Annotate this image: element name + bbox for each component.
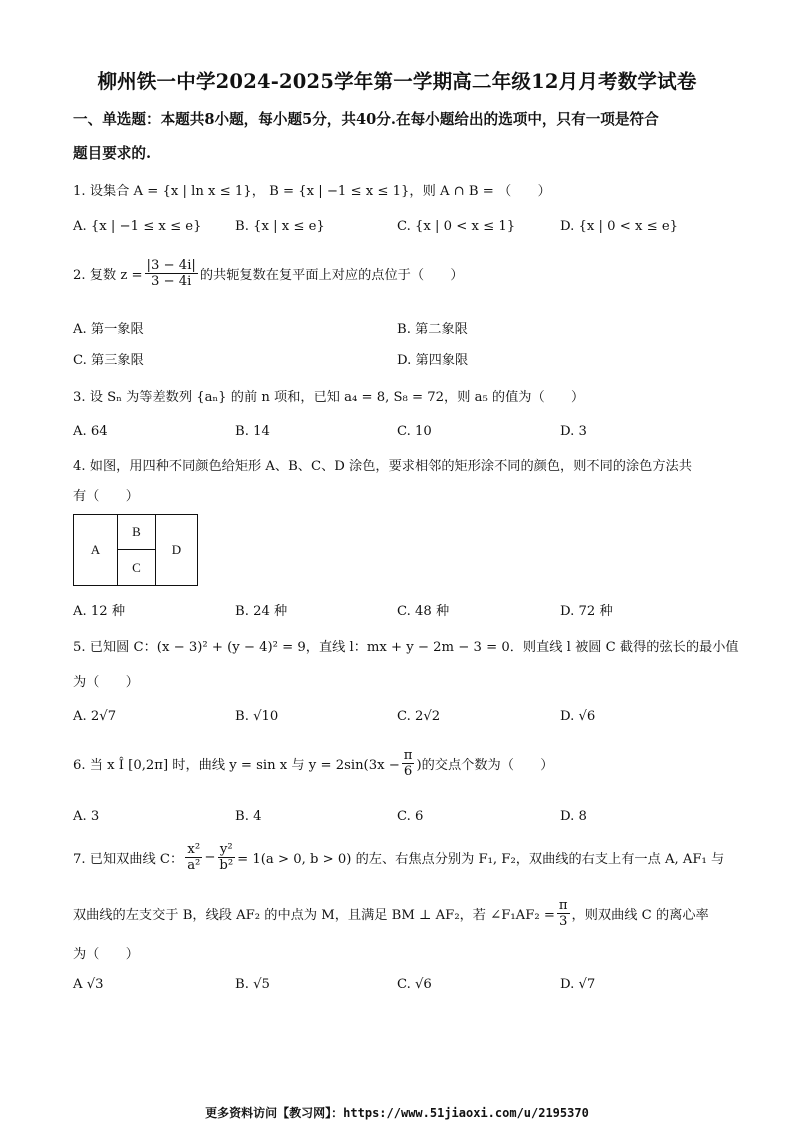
q2-frac-den: 3 − 4i xyxy=(150,274,192,290)
q6-stem-suffix: )的交点个数为（ ） xyxy=(416,758,554,774)
footer-link[interactable]: 更多资料访问【教习网】：https://www.51jiaoxi.com/u/2195370 xyxy=(205,1106,589,1120)
q4-option-c: C. 48 种 xyxy=(397,604,450,619)
q6-frac-num: π xyxy=(403,748,413,763)
question-2-stem xyxy=(73,258,464,289)
q7-option-a: A √3 xyxy=(73,977,104,992)
q6-option-d: D. 8 xyxy=(560,809,587,824)
q6-stem-prefix: 6. 当 x Î [0,2π] 时，曲线 y = sin x 与 y = 2sin(3x − xyxy=(73,758,400,774)
q7-line2-suffix: ，则双曲线 C 的离心率 xyxy=(571,908,709,924)
section-heading: 一、单选题：本题共8小题，每小题5分，共40分.在每小题给出的选项中，只有一项是符合 xyxy=(73,111,659,128)
q5-option-b: B. √10 xyxy=(235,709,279,724)
q6-option-b: B. 4 xyxy=(235,809,262,824)
cell-b: B xyxy=(132,524,141,539)
q1-option-c: C. {x | 0 < x ≤ 1} xyxy=(397,219,516,234)
section-heading-cont: 题目要求的. xyxy=(73,145,152,162)
q5-option-d: D. √6 xyxy=(560,709,596,724)
q7-frac2-den: b² xyxy=(219,858,234,874)
q7-option-c: C. √6 xyxy=(397,977,432,992)
question-5-stem: 5. 已知圆 C：(x − 3)² + (y − 4)² = 9，直线 l：mx + y − 2m − 3 = 0．则直线 l 被圆 C 截得的弦长的最小值 xyxy=(73,640,739,655)
q1-option-a: A. {x | −1 ≤ x ≤ e} xyxy=(73,219,202,234)
q2-option-b: B. 第二象限 xyxy=(397,322,468,337)
question-5-stem-cont: 为（ ） xyxy=(73,675,139,690)
q7-stem-suffix: = 1(a > 0, b > 0) 的左、右焦点分别为 F₁, F₂，双曲线的右支上有一点 A, AF₁ 与 xyxy=(237,852,725,868)
question-4-stem-cont: 有（ ） xyxy=(73,489,139,504)
q6-option-a: A. 3 xyxy=(73,809,100,824)
q7-frac2-num: y² xyxy=(219,842,233,857)
q5-option-c: C. 2√2 xyxy=(397,709,441,724)
q1-option-d: D. {x | 0 < x ≤ e} xyxy=(560,219,679,234)
q7-line2-prefix: 双曲线的左支交于 B，线段 AF₂ 的中点为 M，且满足 BM ⊥ AF₂，若 ∠F₁AF₂ = xyxy=(73,908,555,924)
q7-frac1-num: x² xyxy=(187,842,201,857)
cell-d: D xyxy=(171,542,182,557)
q3-option-c: C. 10 xyxy=(397,424,432,439)
q1-option-b: B. {x | x ≤ e} xyxy=(235,219,325,234)
page-title: 柳州铁一中学2024-2025学年第一学期高二年级12月月考数学试卷 xyxy=(97,70,697,93)
q7-fraction-y xyxy=(217,842,235,873)
q5-option-a: A. 2√7 xyxy=(73,709,117,724)
q2-option-c: C. 第三象限 xyxy=(73,353,144,368)
question-4-stem: 4. 如图，用四种不同颜色给矩形 A、B、C、D 涂色，要求相邻的矩形涂不同的颜色，则不同的涂色方法共 xyxy=(73,459,692,474)
q6-frac-den: 6 xyxy=(403,764,413,780)
q7-option-b: B. √5 xyxy=(235,977,270,992)
q7-option-d: D. √7 xyxy=(560,977,596,992)
cell-a: A xyxy=(90,542,101,557)
q4-option-d: D. 72 种 xyxy=(560,604,613,619)
q4-option-b: B. 24 种 xyxy=(235,604,288,619)
q3-option-d: D. 3 xyxy=(560,424,587,439)
q7-line2-frac-den: 3 xyxy=(559,914,568,930)
q7-stem-prefix: 7. 已知双曲线 C： xyxy=(73,852,184,868)
q7-minus: − xyxy=(204,850,216,866)
question-1-stem: 1. 设集合 A = {x | ln x ≤ 1}， B = {x | −1 ≤ x ≤ 1}，则 A ∩ B = （ ） xyxy=(73,184,551,199)
q3-option-b: B. 14 xyxy=(235,424,270,439)
rectangle-figure xyxy=(73,514,198,586)
q3-option-a: A. 64 xyxy=(73,424,108,439)
question-7-line3: 为（ ） xyxy=(73,947,139,962)
q2-option-a: A. 第一象限 xyxy=(73,322,144,337)
cell-c: C xyxy=(132,559,141,575)
q2-frac-num: |3 − 4i| xyxy=(146,258,196,273)
question-7-stem xyxy=(73,842,724,873)
question-7-line2 xyxy=(73,898,709,929)
q7-frac1-den: a² xyxy=(187,858,201,874)
q2-fraction xyxy=(145,258,198,289)
q7-fraction-x xyxy=(185,842,202,873)
q6-option-c: C. 6 xyxy=(397,809,424,824)
q6-fraction xyxy=(402,748,415,779)
question-3-stem: 3. 设 Sₙ 为等差数列 {aₙ} 的前 n 项和，已知 a₄ = 8, S₈ = 72，则 a₅ 的值为（ ） xyxy=(73,390,585,405)
q2-stem-suffix: 的共轭复数在复平面上对应的点位于（ ） xyxy=(199,268,464,284)
q2-stem-prefix: 2. 复数 z = xyxy=(73,268,143,284)
question-6-stem xyxy=(73,748,553,779)
q7-angle-fraction xyxy=(557,898,570,929)
q7-line2-frac-num: π xyxy=(558,898,568,913)
q2-option-d: D. 第四象限 xyxy=(397,353,469,368)
q4-option-a: A. 12 种 xyxy=(73,604,126,619)
